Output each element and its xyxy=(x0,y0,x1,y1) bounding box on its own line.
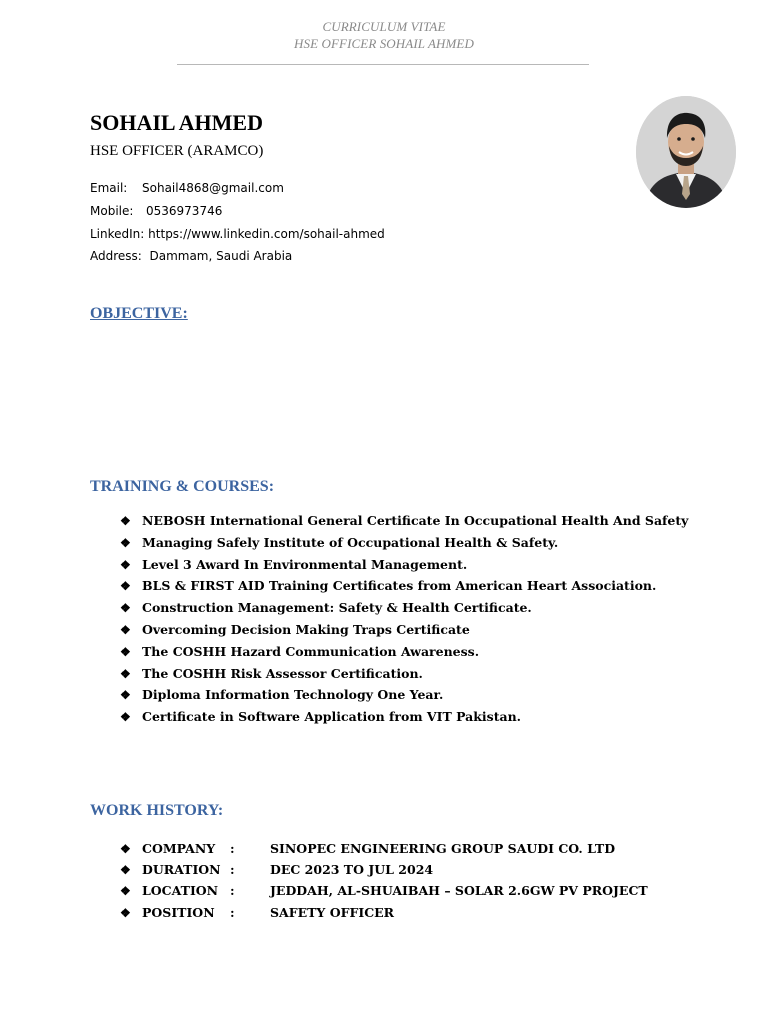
work-field-value: SAFETY OFFICER xyxy=(270,904,395,920)
training-item-text: The COSHH Risk Assessor Certification. xyxy=(142,665,423,681)
list-item xyxy=(120,859,648,880)
candidate-role: HSE OFFICER (ARAMCO) xyxy=(90,143,264,159)
diamond-bullet-icon: ❖ xyxy=(120,514,131,528)
objective-heading: OBJECTIVE: xyxy=(90,305,188,322)
work-history-heading: WORK HISTORY: xyxy=(90,802,224,819)
list-item xyxy=(120,597,688,619)
list-item xyxy=(120,619,688,641)
work-field-label: LOCATION xyxy=(142,883,219,899)
diamond-bullet-icon: ❖ xyxy=(120,622,131,637)
training-item-text: Construction Management: Safety & Health Certificate. xyxy=(142,600,532,616)
list-item xyxy=(120,510,688,532)
email-value: Sohail4868@gmail.com xyxy=(142,181,284,195)
work-field-label: POSITION xyxy=(142,904,215,920)
diamond-bullet-icon: ❖ xyxy=(120,863,131,878)
work-field-value: DEC 2023 TO JUL 2024 xyxy=(270,862,434,878)
list-item xyxy=(120,684,688,706)
training-item-text: BLS & FIRST AID Training Certificates from American Heart Association. xyxy=(142,578,657,594)
training-item-text: Overcoming Decision Making Traps Certificate xyxy=(142,621,470,637)
mobile-value: 0536973746 xyxy=(146,204,223,218)
diamond-bullet-icon: ❖ xyxy=(120,905,131,920)
email-label: Email: xyxy=(90,181,128,195)
diamond-bullet-icon: ❖ xyxy=(120,557,131,572)
address-value: Dammam, Saudi Arabia xyxy=(149,249,293,263)
header-subtitle: HSE OFFICER SOHAIL AHMED xyxy=(294,36,474,51)
work-history-list xyxy=(120,838,648,923)
linkedin-label: LinkedIn: xyxy=(90,227,145,241)
work-field-colon: : xyxy=(230,904,235,920)
diamond-bullet-icon: ❖ xyxy=(120,884,131,899)
profile-photo xyxy=(636,96,736,208)
diamond-bullet-icon: ❖ xyxy=(120,666,131,681)
training-item-text: Certificate in Software Application from VIT Pakistan. xyxy=(142,709,522,725)
work-field-colon: : xyxy=(230,883,235,899)
diamond-bullet-icon: ❖ xyxy=(120,688,131,703)
training-list xyxy=(120,510,688,728)
contact-address xyxy=(90,249,292,263)
diamond-bullet-icon: ❖ xyxy=(120,579,131,594)
diamond-bullet-icon: ❖ xyxy=(120,842,131,856)
training-heading: TRAINING & COURSES: xyxy=(90,478,275,495)
contact-linkedin xyxy=(90,227,385,241)
diamond-bullet-icon: ❖ xyxy=(120,601,131,616)
training-item-text: The COSHH Hazard Communication Awareness. xyxy=(142,643,480,659)
candidate-name: SOHAIL AHMED xyxy=(90,110,263,135)
list-item xyxy=(120,706,688,728)
work-field-colon: : xyxy=(230,862,235,878)
list-item xyxy=(120,880,648,901)
work-field-label: COMPANY xyxy=(142,841,216,856)
training-item-text: Level 3 Award In Environmental Management. xyxy=(142,556,468,572)
training-item-text: Managing Safely Institute of Occupational Health & Safety. xyxy=(142,534,559,550)
linkedin-value: https://www.linkedin.com/sohail-ahmed xyxy=(148,227,385,241)
list-item xyxy=(120,554,688,576)
list-item xyxy=(120,575,688,597)
training-item-text: Diploma Information Technology One Year. xyxy=(142,687,444,703)
header-divider xyxy=(177,64,589,65)
address-label: Address: xyxy=(90,249,142,263)
list-item xyxy=(120,838,648,859)
list-item xyxy=(120,641,688,663)
work-field-colon: : xyxy=(230,841,235,856)
work-field-value: JEDDAH, AL-SHUAIBAH – SOLAR 2.6GW PV PROJECT xyxy=(270,883,648,899)
training-item-text: NEBOSH International General Certificate In Occupational Health And Safety xyxy=(142,513,689,528)
diamond-bullet-icon: ❖ xyxy=(120,644,131,659)
person-avatar-icon xyxy=(636,96,736,208)
header-title: CURRICULUM VITAE xyxy=(322,19,446,34)
contact-email xyxy=(90,181,284,195)
contact-mobile xyxy=(90,204,222,218)
diamond-bullet-icon: ❖ xyxy=(120,710,131,725)
work-field-value: SINOPEC ENGINEERING GROUP SAUDI CO. LTD xyxy=(270,841,616,856)
work-field-label: DURATION xyxy=(142,862,221,878)
list-item xyxy=(120,663,688,685)
list-item xyxy=(120,532,688,554)
list-item xyxy=(120,902,648,923)
diamond-bullet-icon: ❖ xyxy=(120,535,131,550)
mobile-label: Mobile: xyxy=(90,204,134,218)
